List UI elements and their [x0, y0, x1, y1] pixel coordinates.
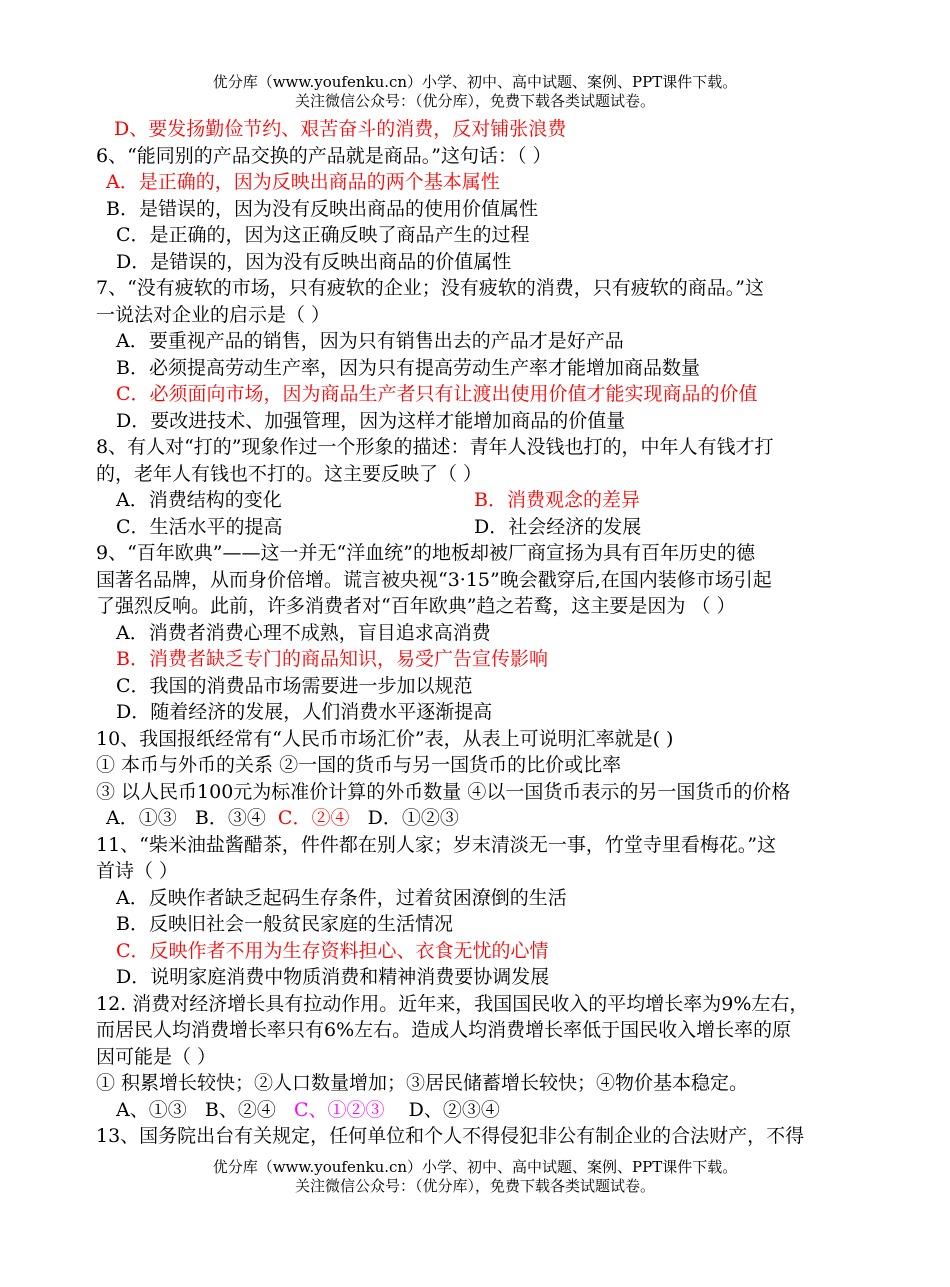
q6-option-b: B．是错误的，因为没有反映出商品的使用价值属性 — [106, 198, 538, 220]
q10-option-b: B．③④ — [194, 807, 266, 829]
q11-stem-line-2: 首诗（ ） — [96, 860, 179, 882]
q9-stem-line-1: 9、“百年欧典”——这一并无“洋血统”的地板却被厂商宣扬为具有百年历史的德 — [96, 542, 755, 564]
q13-stem-line-1: 13、国务院出台有关规定，任何单位和个人不得侵犯非公有制企业的合法财产，不得 — [96, 1125, 805, 1147]
q9-option-a: A．消费者消费心理不成熟，盲目追求高消费 — [116, 622, 491, 644]
q6-stem: 6、“能同别的产品交换的产品就是商品。”这句话：（ ） — [96, 145, 552, 167]
q10-options — [106, 805, 459, 831]
q10-option-a: A．①③ — [106, 807, 177, 829]
q7-option-a: A．要重视产品的销售，因为只有销售出去的产品才是好产品 — [116, 330, 624, 352]
q7-option-c: C．必须面向市场，因为商品生产者只有让渡出使用价值才能实现商品的价值 — [116, 383, 758, 405]
q9-stem-line-2: 国著名品牌，从而身价倍增。谎言被央视“3·15”晚会戳穿后,在国内装修市场引起 — [96, 569, 772, 591]
q8-option-b: B．消费观念的差异 — [474, 489, 640, 511]
q11-stem-line-1: 11、“柴米油盐酱醋茶，件件都在别人家；岁末清淡无一事，竹堂寺里看梅花。”这 — [96, 834, 777, 856]
q11-option-b: B．反映旧社会一般贫民家庭的生活情况 — [116, 913, 453, 935]
q12-items: ① 积累增长较快；②人口数量增加；③居民储蓄增长较快；④物价基本稳定。 — [96, 1072, 749, 1094]
q7-stem-line-2: 一说法对企业的启示是（ ） — [96, 304, 331, 326]
q10-option-c: C．②④ — [277, 807, 350, 829]
q12-stem-line-3: 因可能是（ ） — [96, 1046, 217, 1068]
q12-option-c: C、①②③ — [293, 1099, 385, 1121]
page-footer-line-2: 关注微信公众号：（优分库），免费下载各类试题试卷。 — [294, 1177, 655, 1195]
page-header-line-1: 优分库（www.youfenku.cn）小学、初中、高中试题、案例、PPT课件下载。 — [212, 73, 738, 91]
q12-options — [116, 1097, 500, 1123]
page-footer-line-1: 优分库（www.youfenku.cn）小学、初中、高中试题、案例、PPT课件下载。 — [212, 1158, 738, 1176]
q9-option-c: C．我国的消费品市场需要进一步加以规范 — [116, 675, 473, 697]
page-header-line-2: 关注微信公众号：（优分库），免费下载各类试题试卷。 — [294, 92, 655, 110]
q11-option-d: D．说明家庭消费中物质消费和精神消费要协调发展 — [116, 966, 550, 988]
q11-option-c: C．反映作者不用为生存资料担心、衣食无忧的心情 — [116, 940, 549, 962]
q12-stem-line-2: 而居民人均消费增长率只有6%左右。造成人均消费增长率低于国民收入增长率的原 — [96, 1019, 792, 1041]
q5-option-d: D、要发扬勤俭节约、艰苦奋斗的消费，反对铺张浪费 — [114, 118, 567, 140]
q10-items-line-2: ③ 以人民币100元为标准价计算的外币数量 ④以一国货币表示的另一国货币的价格 — [96, 781, 791, 803]
q6-option-a: A．是正确的，因为反映出商品的两个基本属性 — [106, 171, 500, 193]
q6-option-d: D．是错误的，因为没有反映出商品的价值属性 — [116, 251, 512, 273]
q7-option-d: D．要改进技术、加强管理，因为这样才能增加商品的价值量 — [116, 410, 626, 432]
q7-stem-line-1: 7、“没有疲软的市场，只有疲软的企业；没有疲软的消费，只有疲软的商品。”这 — [96, 277, 765, 299]
q8-option-a: A．消费结构的变化 — [116, 489, 282, 511]
q8-stem-line-1: 8、有人对“打的”现象作过一个形象的描述：青年人没钱也打的，中年人有钱才打 — [96, 436, 774, 458]
q12-stem-line-1: 12. 消费对经济增长具有拉动作用。近年来，我国国民收入的平均增长率为9%左右， — [96, 993, 809, 1015]
q8-option-c: C．生活水平的提高 — [116, 516, 283, 538]
q9-option-b: B．消费者缺乏专门的商品知识，易受广告宣传影响 — [116, 648, 548, 670]
q12-option-b: B、②④ — [204, 1099, 276, 1121]
q9-stem-line-3: 了强烈反响。此前，许多消费者对“百年欧典”趋之若鹜，这主要是因为 （ ） — [96, 595, 736, 617]
q12-option-d: D、②③④ — [408, 1099, 500, 1121]
q10-items-line-1: ① 本币与外币的关系 ②一国的货币与另一国货币的比价或比率 — [96, 754, 622, 776]
q9-option-d: D．随着经济的发展，人们消费水平逐渐提高 — [116, 701, 493, 723]
q6-option-c: C．是正确的，因为这正确反映了商品产生的过程 — [116, 224, 530, 246]
q8-option-d: D．社会经济的发展 — [474, 516, 642, 538]
q10-option-d: D．①②③ — [367, 807, 459, 829]
q12-option-a: A、①③ — [116, 1099, 187, 1121]
q11-option-a: A．反映作者缺乏起码生存条件，过着贫困潦倒的生活 — [116, 887, 567, 909]
q7-option-b: B．必须提高劳动生产率，因为只有提高劳动生产率才能增加商品数量 — [116, 357, 700, 379]
q10-stem: 10、我国报纸经常有“人民币市场汇价”表，从表上可说明汇率就是( ) — [96, 728, 674, 750]
q8-stem-line-2: 的，老年人有钱也不打的。这主要反映了（ ） — [96, 463, 483, 485]
